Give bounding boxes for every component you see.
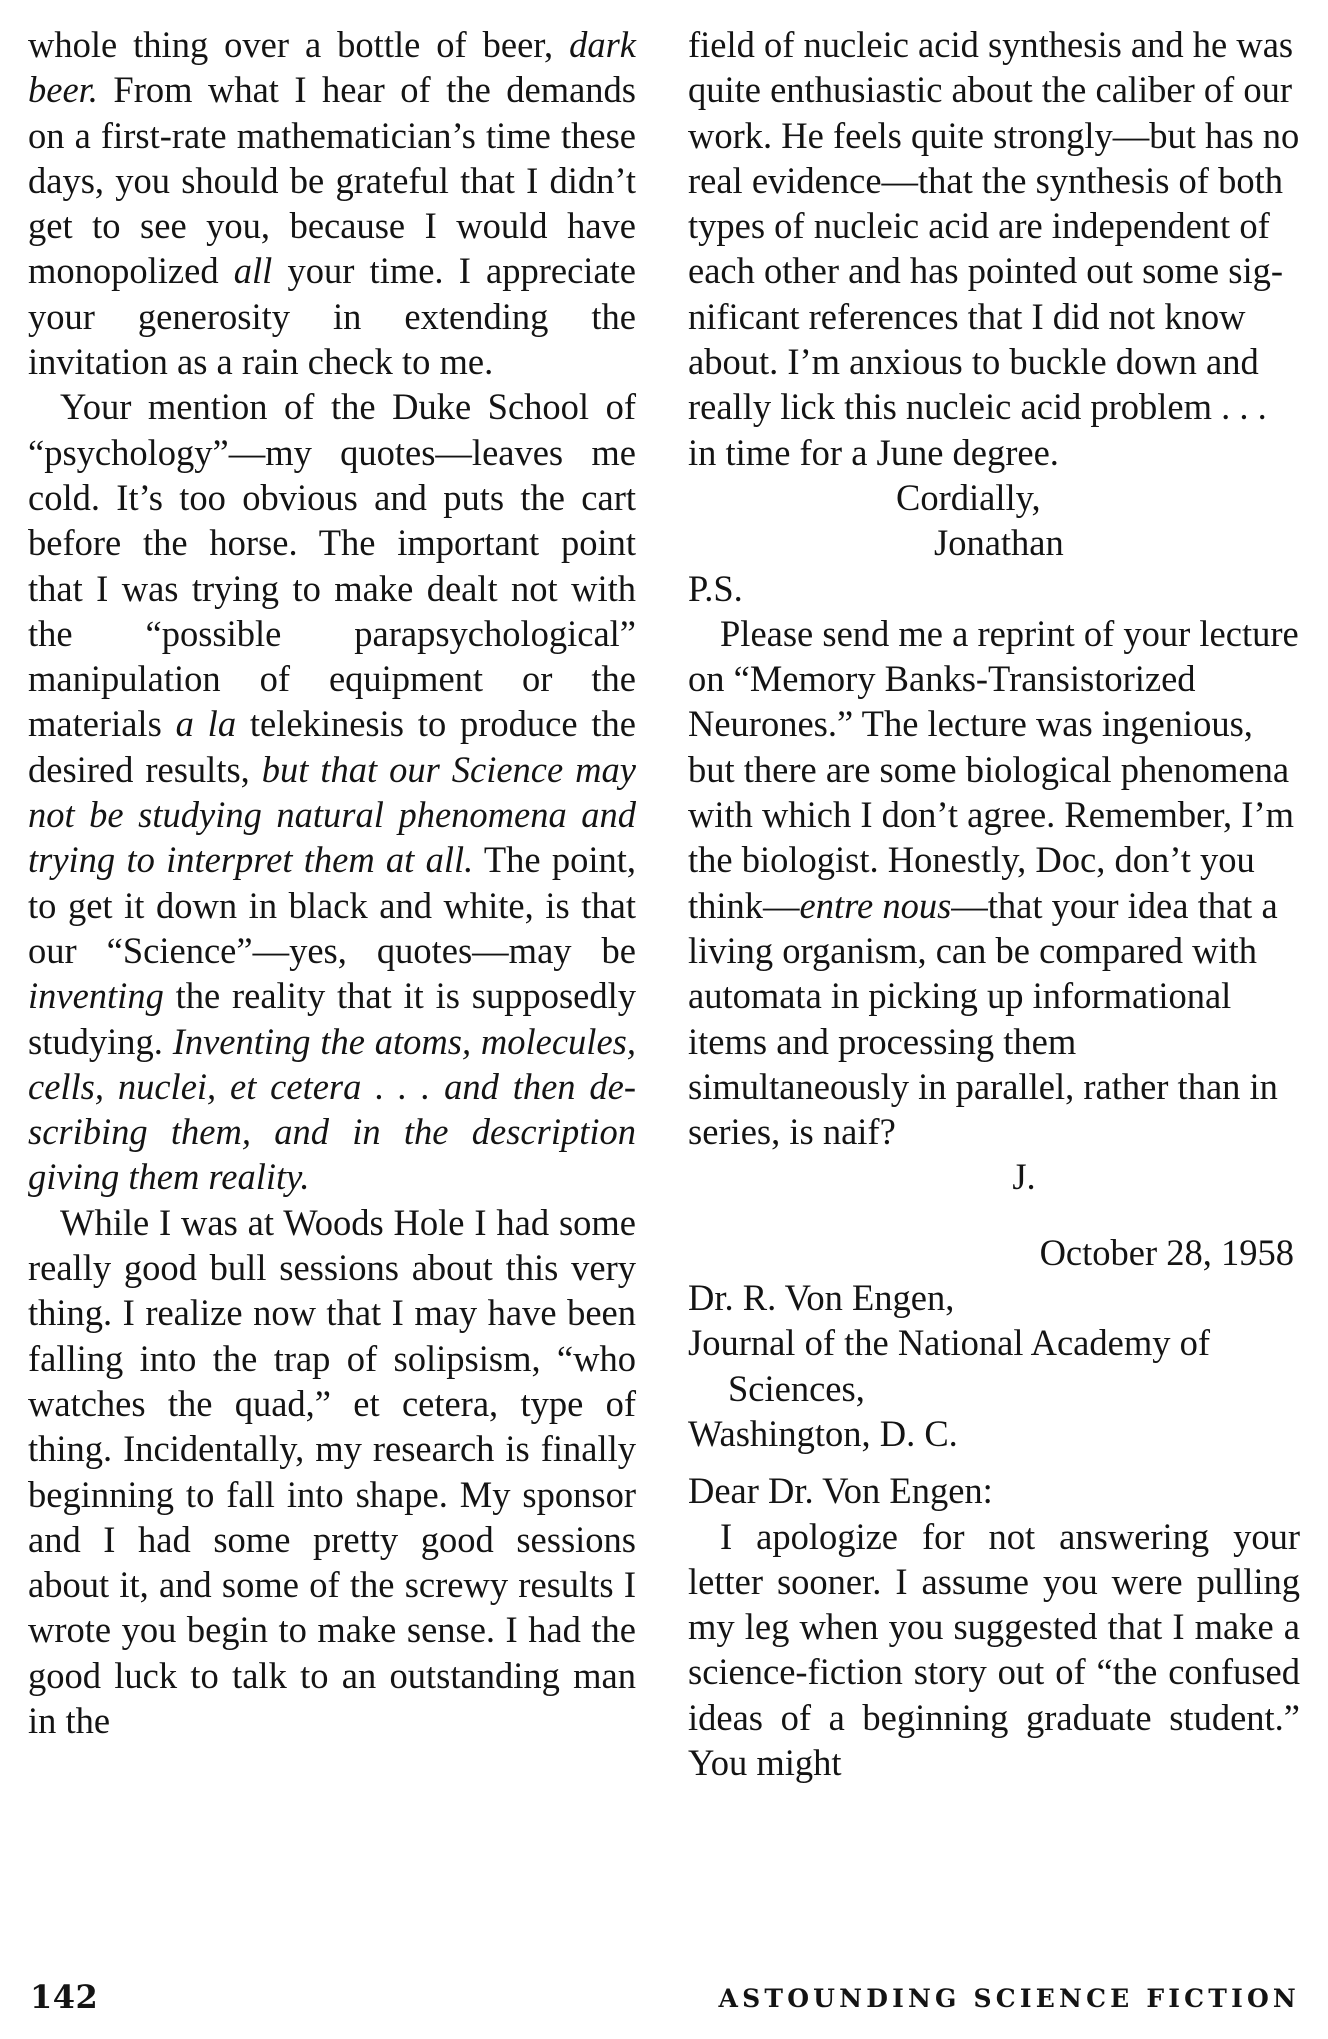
- letter-address: [688, 1275, 1300, 1456]
- italic-run: Inventing the atoms, molecules, cells, nuclei, et cetera . . . and then describing them, and in the description giving them reality.: [28, 1020, 636, 1198]
- paragraph-text: [688, 611, 1300, 1155]
- text-run: —that your idea that a living organism, can be compared with automata in picking up informational items and processing them simultaneously in parallel, rather than in series, is naif?: [688, 884, 1278, 1153]
- text-run: Your mention of the Duke School of “psychology”—my quotes—leaves me cold. It’s too obvious and puts the cart before the horse. The important point that I was trying to make dealt not with the “possible parapsychological” manipulation of equipment or the materials: [28, 386, 636, 745]
- text-run: From what I hear of the demands on a first-rate mathematician’s time these days, you should be grateful that I didn’t get to see you, because I would have monopolized: [28, 69, 636, 292]
- signature-initial: J.: [1012, 1156, 1036, 1198]
- address-line: Dr. R. Von Engen,: [688, 1277, 955, 1319]
- left-column: [28, 22, 636, 1743]
- text-run: your time. I appreciate your generosity in extending the invitation as a rain check to me.: [28, 250, 636, 383]
- text-run: The point, to get it down in black and white, is that our “Science”—yes, quotes—may be: [28, 839, 637, 971]
- right-column: [688, 22, 1300, 1785]
- paragraph-text: I apologize for not answering your letter sooner. I assume you were pulling my leg when you suggested that I make a science-fiction story out of “the confused ideas of a beginning graduate student.” You might: [688, 1515, 1300, 1783]
- letter-date: October 28, 1958: [1039, 1231, 1294, 1273]
- paragraph-duke-school: [28, 384, 636, 1199]
- ps-label: P.S.: [688, 567, 743, 609]
- signature-name: Jonathan: [934, 522, 1064, 564]
- letter-salutation: Dear Dr. Von Engen:: [688, 1470, 993, 1512]
- italic-run: a la: [175, 703, 237, 745]
- italic-run: but that our Science may not be studying natural phenomena and trying to interpret them at all.: [28, 748, 636, 881]
- text-run: Please send me a reprint of your lecture on “Memory Banks-Transistorized Neurones.” The lecture was ingenious, but there are some biological phenomena with which I don’t agree. Remember, I’m the biologist. Honestly, Doc, don’t you think—: [688, 612, 1299, 926]
- italic-run: entre nous: [799, 884, 952, 926]
- letter-closing: [688, 475, 1300, 566]
- paragraph-text: field of nucleic acid synthesis and he was quite enthusiastic about the caliber of our work. He feels quite strongly—but has no real evidence—that the synthesis of both types of nucleic acid are independent of each other and has pointed out some significant references that I did not know about. I’m anxious to buckle down and really lick this nucleic acid problem . . . in time for a June degree.: [688, 24, 1300, 473]
- paragraph-text: While I was at Woods Hole I had some really good bull sessions about this very thing. I realize now that I may have been falling into the trap of solipsism, “who watches the quad,” et cetera, type of thing. Incidentally, my research is finally beginning to fall into shape. My sponsor and I had some pretty good sessions about it, and some of the screwy results I wrote you begin to make sense. I had the good luck to talk to an outstanding man in the: [28, 1201, 636, 1741]
- italic-run: dark beer.: [28, 24, 636, 111]
- address-line: Sciences,: [728, 1367, 865, 1409]
- text-run: telekinesis to produce the desired results,: [28, 703, 636, 790]
- paragraph-text: [28, 22, 636, 384]
- paragraph-woods-hole: [28, 1200, 636, 1744]
- text-run: the reality that it is supposedly studying.: [28, 975, 636, 1062]
- paragraph-nucleic-acid: [688, 22, 1300, 475]
- italic-run: inventing: [28, 975, 164, 1017]
- closing-cordially: Cordially,: [896, 476, 1041, 518]
- page-number: 142: [30, 1978, 99, 2016]
- paragraph-postscript: [688, 611, 1300, 1155]
- address-line: Journal of the National Academy of: [688, 1322, 1210, 1364]
- italic-run: all: [233, 250, 273, 292]
- text-run: whole thing over a bottle of beer,: [28, 24, 570, 65]
- address-line: Washington, D. C.: [688, 1412, 958, 1454]
- paragraph-apology: [688, 1514, 1300, 1786]
- magazine-title: ASTOUNDING SCIENCE FICTION: [718, 1984, 1300, 2013]
- paragraph-beer: [28, 22, 636, 384]
- paragraph-text: [28, 384, 636, 1199]
